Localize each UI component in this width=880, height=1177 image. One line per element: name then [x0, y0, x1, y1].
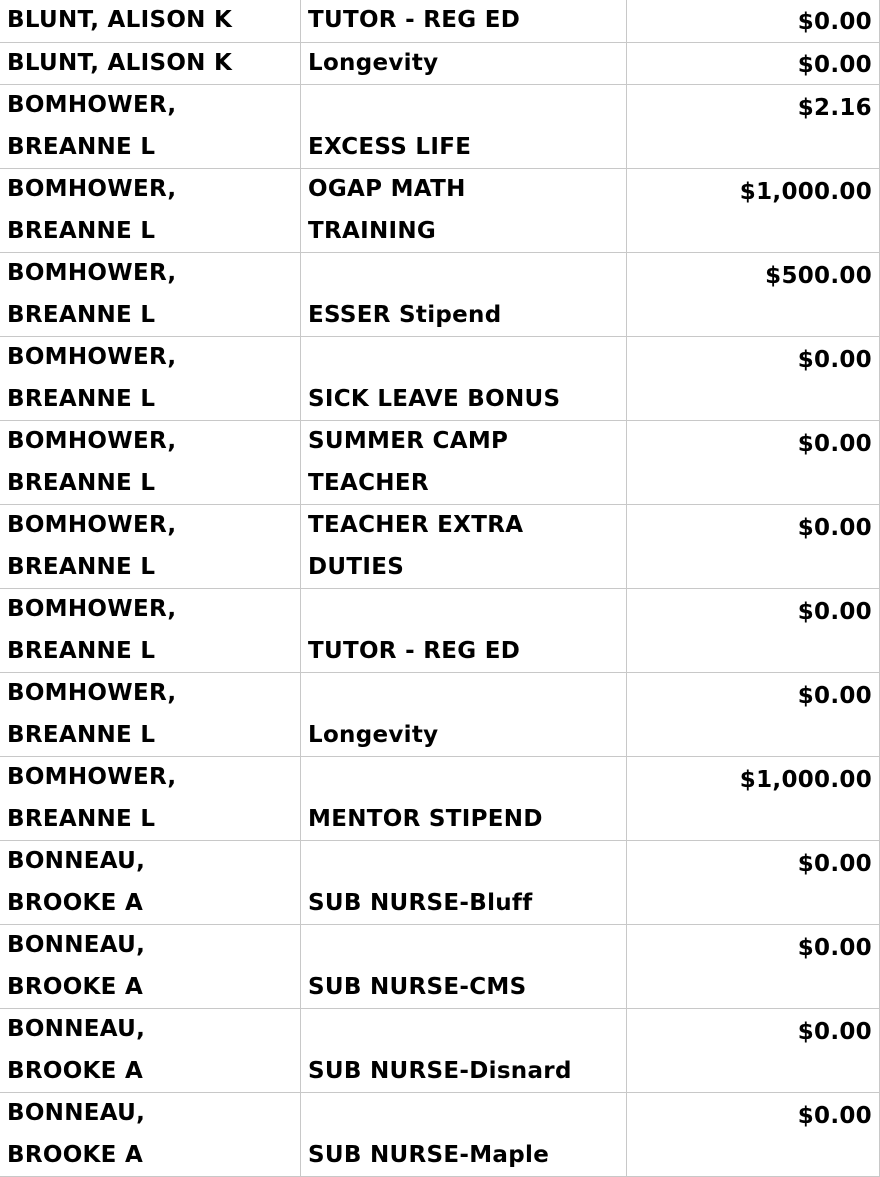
employee-name-cell — [0, 253, 301, 337]
pay-description: TEACHER — [308, 469, 429, 496]
employee-name-cell — [0, 841, 301, 925]
table-row — [0, 925, 880, 1009]
amount: $0.00 — [797, 599, 872, 625]
employee-name-cell — [0, 337, 301, 421]
amount-cell — [627, 673, 880, 757]
pay-description: EXCESS LIFE — [308, 133, 472, 160]
pay-description-cell — [301, 589, 627, 673]
pay-description-cell — [301, 925, 627, 1009]
employee-name: BLUNT, ALISON K — [7, 7, 233, 33]
amount-cell — [627, 0, 880, 42]
amount: $0.00 — [797, 347, 872, 373]
employee-name: BROOKE A — [7, 889, 144, 916]
pay-description-cell — [301, 0, 627, 42]
pay-description-cell — [301, 421, 627, 505]
employee-name: BREANNE L — [7, 217, 156, 244]
amount: $0.00 — [797, 1019, 872, 1045]
pay-description: SUMMER CAMP — [308, 428, 509, 454]
employee-name-cell — [0, 925, 301, 1009]
pay-description: OGAP MATH — [308, 176, 466, 202]
employee-name: BOMHOWER, — [7, 764, 177, 790]
employee-name: BONNEAU, — [7, 1016, 146, 1042]
employee-name: BROOKE A — [7, 973, 144, 1000]
pay-description: TEACHER EXTRA — [308, 512, 524, 538]
amount: $0.00 — [797, 935, 872, 961]
pay-description: SUB NURSE-CMS — [308, 973, 527, 1000]
pay-description-cell — [301, 505, 627, 589]
employee-name: BOMHOWER, — [7, 680, 177, 706]
amount-cell — [627, 85, 880, 169]
pay-description: ESSER Stipend — [308, 301, 502, 328]
employee-name: BREANNE L — [7, 553, 156, 580]
amount-cell — [627, 169, 880, 253]
amount: $2.16 — [797, 95, 872, 121]
employee-name: BREANNE L — [7, 721, 156, 748]
table-row — [0, 841, 880, 925]
pay-description: TUTOR - REG ED — [308, 7, 521, 33]
table-row — [0, 169, 880, 253]
employee-name: BOMHOWER, — [7, 428, 177, 454]
amount-cell — [627, 505, 880, 589]
employee-name-cell — [0, 505, 301, 589]
amount: $0.00 — [797, 515, 872, 541]
amount: $0.00 — [797, 851, 872, 877]
pay-description-cell — [301, 757, 627, 841]
table-row — [0, 757, 880, 841]
employee-name: BONNEAU, — [7, 1100, 146, 1126]
pay-description: SICK LEAVE BONUS — [308, 385, 561, 412]
pay-description-cell — [301, 673, 627, 757]
employee-name: BOMHOWER, — [7, 176, 177, 202]
employee-name-cell — [0, 421, 301, 505]
amount-cell — [627, 589, 880, 673]
pay-description: MENTOR STIPEND — [308, 805, 543, 832]
amount: $1,000.00 — [739, 767, 872, 793]
employee-name-cell — [0, 673, 301, 757]
employee-name: BROOKE A — [7, 1141, 144, 1168]
table-row — [0, 337, 880, 421]
pay-description: Longevity — [308, 721, 439, 748]
employee-name: BOMHOWER, — [7, 92, 177, 118]
amount: $0.00 — [797, 51, 872, 78]
pay-description: SUB NURSE-Maple — [308, 1141, 550, 1168]
pay-description-cell — [301, 169, 627, 253]
amount-cell — [627, 1009, 880, 1093]
amount: $1,000.00 — [739, 179, 872, 205]
pay-description: SUB NURSE-Bluff — [308, 889, 533, 916]
amount-cell — [627, 253, 880, 337]
table-row — [0, 673, 880, 757]
employee-name-cell — [0, 169, 301, 253]
table-row — [0, 0, 880, 42]
amount-cell — [627, 42, 880, 85]
employee-name-cell — [0, 757, 301, 841]
employee-name: BONNEAU, — [7, 932, 146, 958]
pay-description: TUTOR - REG ED — [308, 637, 521, 664]
amount-cell — [627, 421, 880, 505]
table-row — [0, 1009, 880, 1093]
table-row — [0, 421, 880, 505]
amount-cell — [627, 841, 880, 925]
pay-description-cell — [301, 841, 627, 925]
employee-name-cell — [0, 85, 301, 169]
employee-name: BOMHOWER, — [7, 596, 177, 622]
employee-name: BREANNE L — [7, 805, 156, 832]
employee-name-cell — [0, 589, 301, 673]
employee-name: BREANNE L — [7, 469, 156, 496]
pay-description: Longevity — [308, 49, 439, 76]
employee-name: BOMHOWER, — [7, 344, 177, 370]
employee-name: BREANNE L — [7, 637, 156, 664]
amount-cell — [627, 925, 880, 1009]
table-row — [0, 589, 880, 673]
table-row — [0, 253, 880, 337]
pay-description-cell — [301, 1009, 627, 1093]
employee-name-cell — [0, 1009, 301, 1093]
amount: $0.00 — [797, 431, 872, 457]
pay-description-cell — [301, 253, 627, 337]
pay-description: TRAINING — [308, 217, 437, 244]
table-row — [0, 505, 880, 589]
pay-description-cell — [301, 85, 627, 169]
employee-name: BLUNT, ALISON K — [7, 49, 233, 76]
pay-description-cell — [301, 337, 627, 421]
amount: $0.00 — [797, 9, 872, 35]
employee-name: BREANNE L — [7, 133, 156, 160]
employee-name-cell — [0, 42, 301, 85]
pay-description: SUB NURSE-Disnard — [308, 1057, 572, 1084]
amount: $0.00 — [797, 1103, 872, 1129]
employee-name-cell — [0, 0, 301, 42]
employee-name: BONNEAU, — [7, 848, 146, 874]
amount: $500.00 — [765, 263, 872, 289]
amount-cell — [627, 337, 880, 421]
employee-name: BREANNE L — [7, 385, 156, 412]
employee-name: BOMHOWER, — [7, 260, 177, 286]
pay-description-cell — [301, 42, 627, 85]
employee-name: BREANNE L — [7, 301, 156, 328]
amount: $0.00 — [797, 683, 872, 709]
table-row — [0, 42, 880, 85]
employee-name: BROOKE A — [7, 1057, 144, 1084]
pay-description: DUTIES — [308, 553, 405, 580]
employee-name: BOMHOWER, — [7, 512, 177, 538]
table-row — [0, 85, 880, 169]
amount-cell — [627, 757, 880, 841]
